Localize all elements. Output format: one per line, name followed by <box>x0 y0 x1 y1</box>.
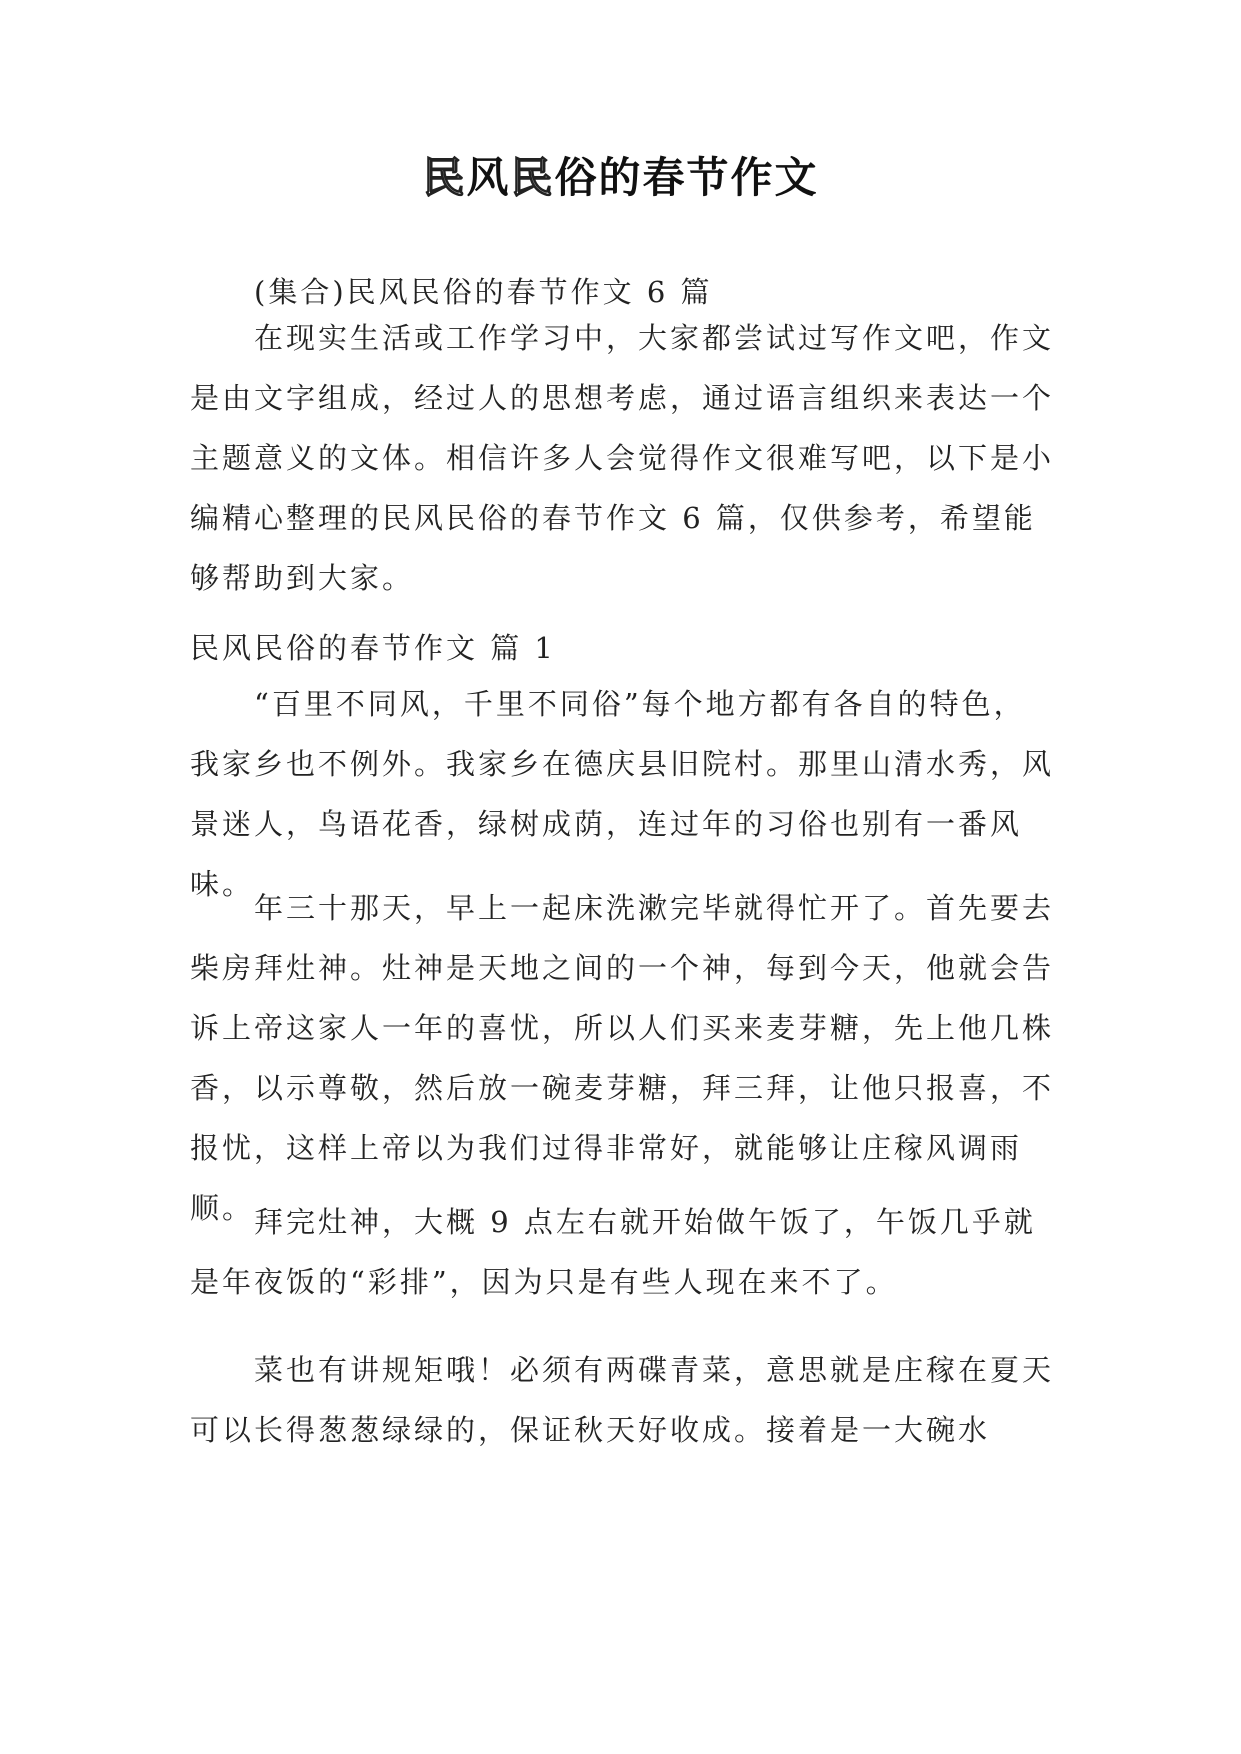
paragraph-1: “百里不同风，千里不同俗”每个地方都有各自的特色，我家乡也不例外。我家乡在德庆县旧院村。那里山清水秀，风景迷人，鸟语花香，绿树成荫，连过年的习俗也别有一番风味。 <box>190 687 1055 901</box>
intro-paragraph: 在现实生活或工作学习中，大家都尝试过写作文吧，作文是由文字组成，经过人的思想考虑，通过语言组织来表达一个主题意义的文体。相信许多人会觉得作文很难写吧，以下是小编精心整理的民风民俗的春节作文 6 篇，仅供参考，希望能够帮助到大家。 <box>190 321 1055 595</box>
title-outlined-char-3: 民 <box>510 153 555 202</box>
document-subtitle: (集合)民风民俗的春节作文 6 篇 <box>254 275 713 309</box>
title-outlined-char-1: 民 <box>422 153 467 202</box>
document-title <box>0 148 1241 208</box>
paragraph-3: 拜完灶神，大概 9 点左右就开始做午饭了，午饭几乎就是年夜饭的“彩排”，因为只是有些人现在来不了。 <box>190 1205 1036 1299</box>
paragraph-2: 年三十那天，早上一起床洗漱完毕就得忙开了。首先要去柴房拜灶神。灶神是天地之间的一个神，每到今天，他就会告诉上帝这家人一年的喜忧，所以人们买来麦芽糖，先上他几株香，以示尊敬，然后放一碗麦芽糖，拜三拜，让他只报喜，不报忧，这样上帝以为我们过得非常好，就能够让庄稼风调雨顺。 <box>190 891 1055 1225</box>
paragraph-4: 菜也有讲规矩哦！必须有两碟青菜，意思就是庄稼在夏天可以长得葱葱绿绿的，保证秋天好收成。接着是一大碗水 <box>190 1353 1055 1447</box>
section-heading-1: 民风民俗的春节作文 篇 1 <box>190 631 556 665</box>
title-char-2: 风 <box>466 153 511 202</box>
title-rest: 俗的春节作文 <box>554 153 819 202</box>
